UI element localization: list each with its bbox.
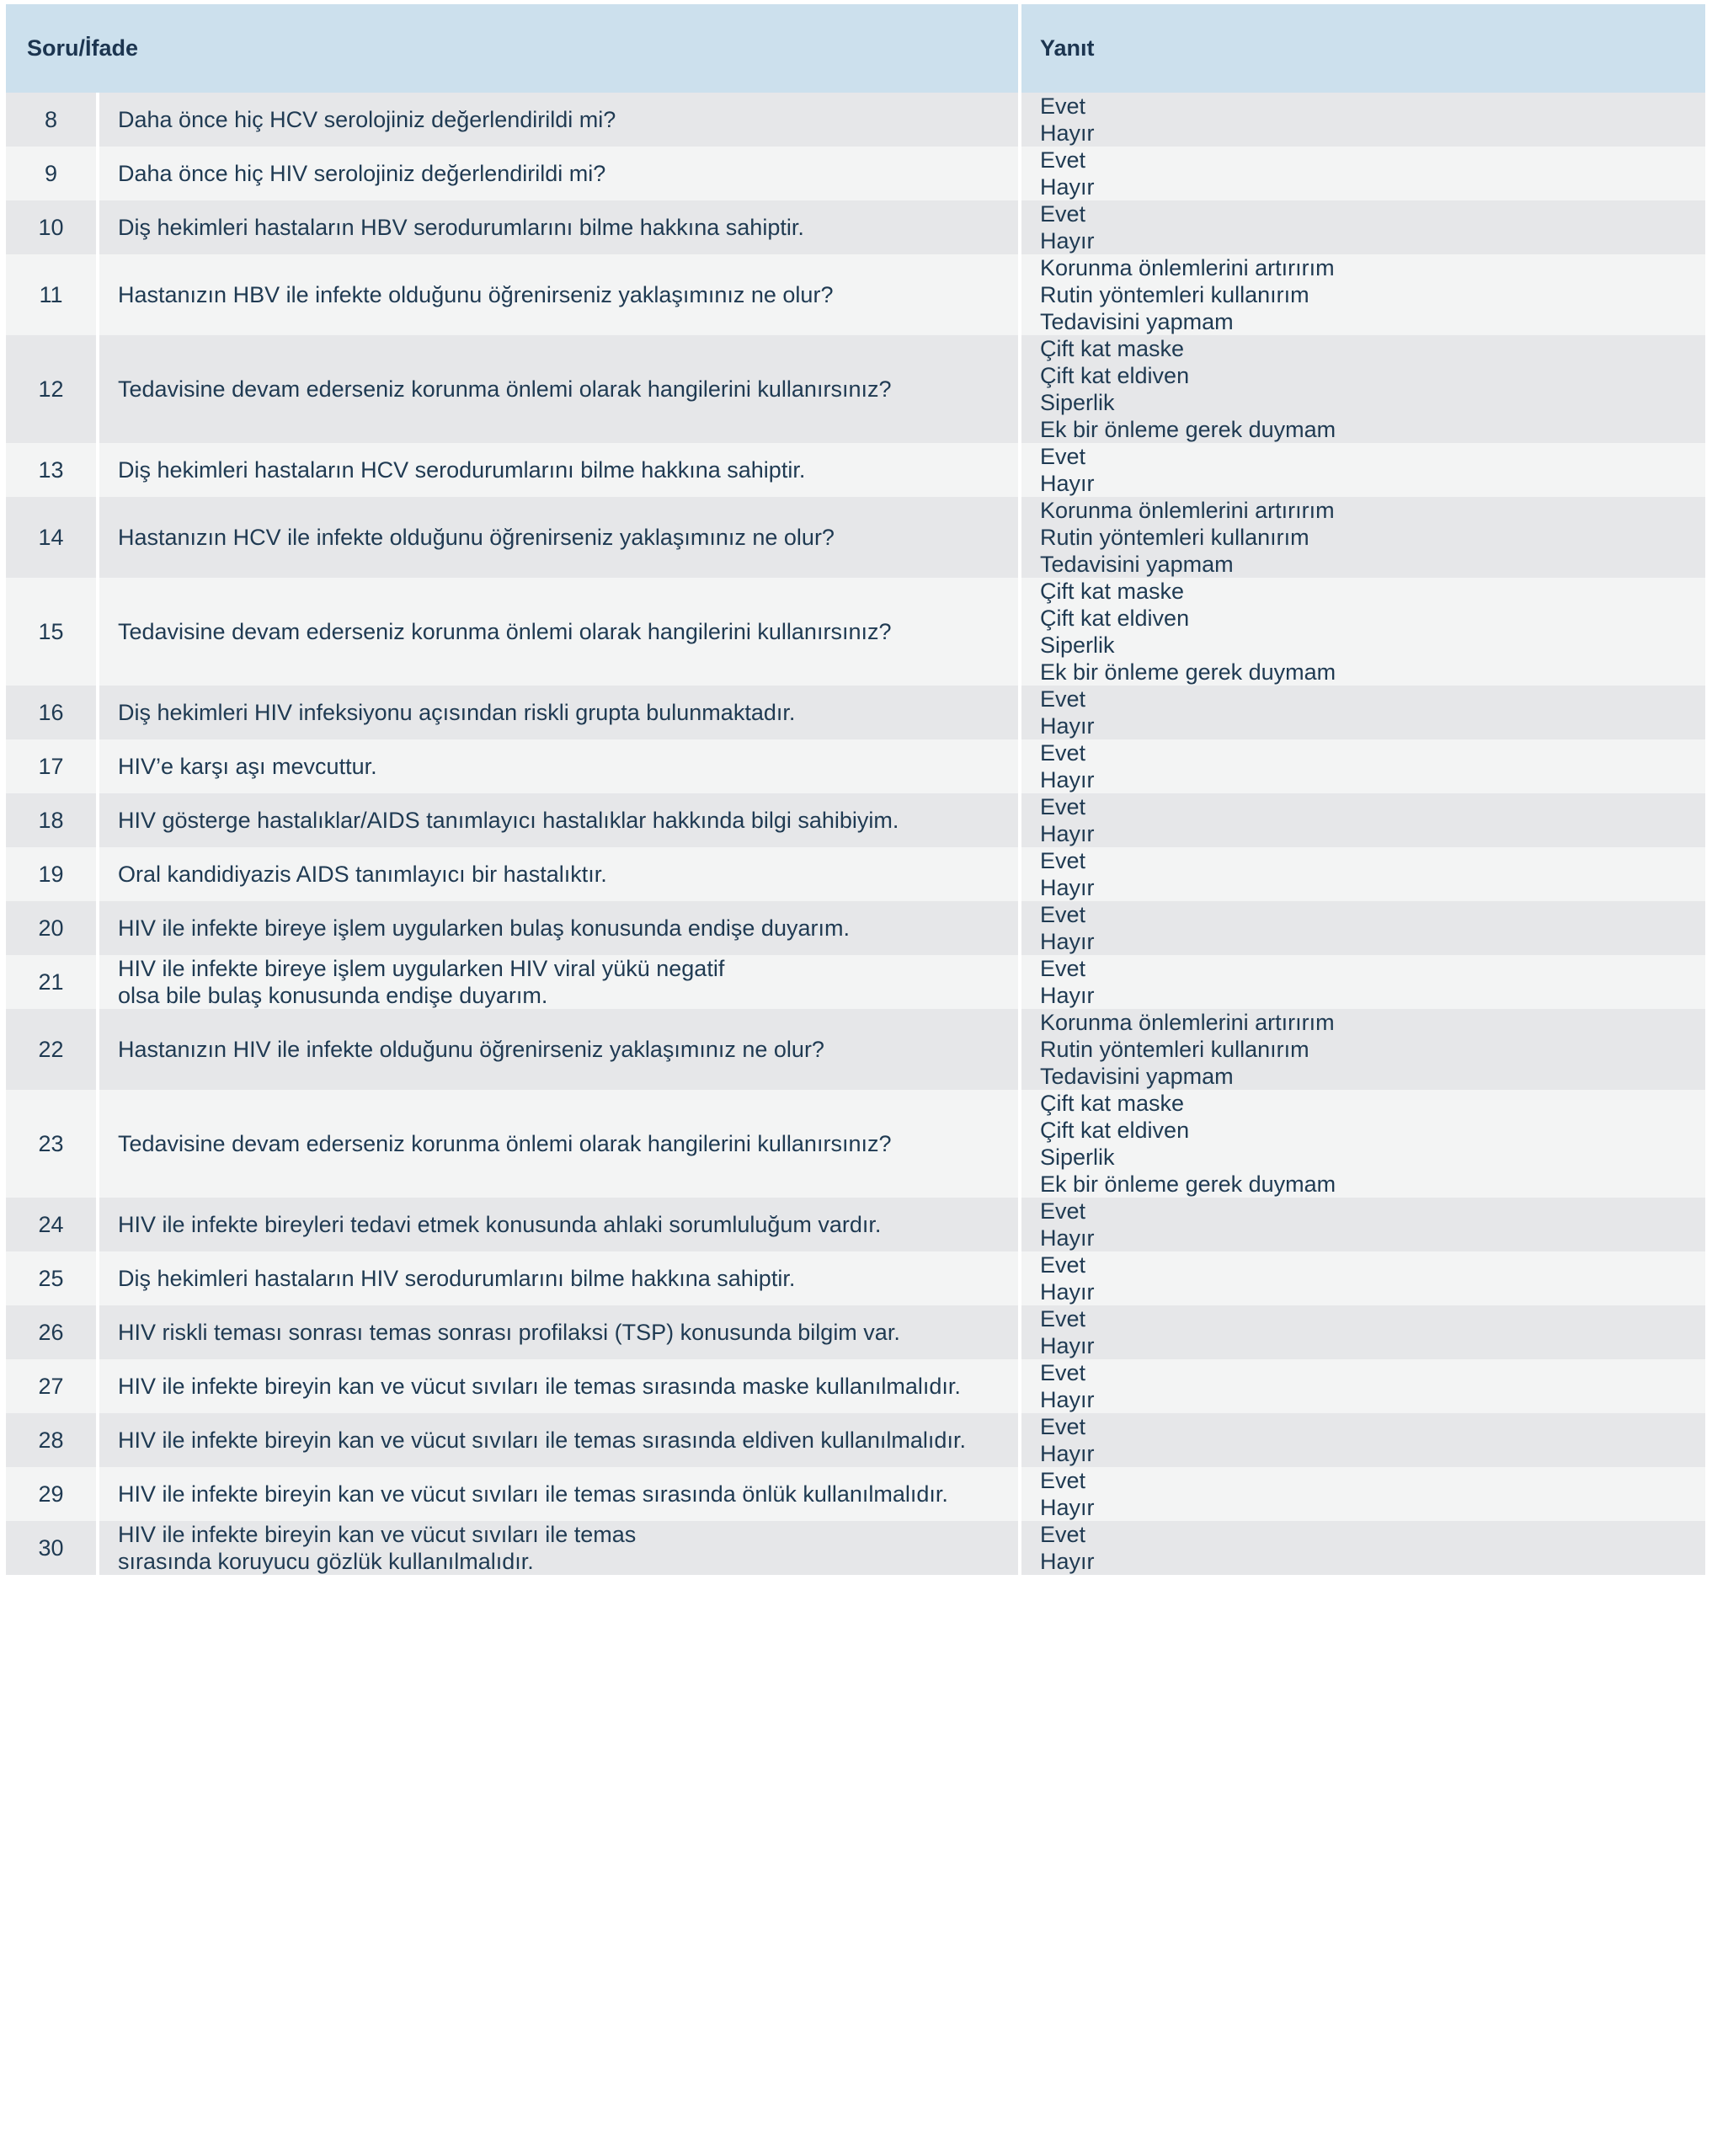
row-number: 22 [6, 1009, 98, 1090]
table-row [6, 1251, 1705, 1305]
table-row [6, 739, 1705, 793]
answer-option: Evet [1040, 956, 1086, 981]
question-text: Daha önce hiç HIV serolojiniz değerlendirildi mi? [98, 147, 1020, 200]
questionnaire-table [6, 4, 1705, 1575]
answer-options [1020, 254, 1705, 335]
answer-options [1020, 847, 1705, 901]
row-number: 16 [6, 686, 98, 739]
answer-option: Ek bir önleme gerek duymam [1040, 1171, 1336, 1197]
answer-option: Hayır [1040, 174, 1095, 200]
row-number: 11 [6, 254, 98, 335]
question-text: Hastanızın HIV ile infekte olduğunu öğrenirseniz yaklaşımınız ne olur? [98, 1009, 1020, 1090]
answer-option: Hayır [1040, 821, 1095, 846]
table-row [6, 1359, 1705, 1413]
answer-option: Hayır [1040, 983, 1095, 1008]
table-row [6, 1198, 1705, 1251]
answer-options [1020, 1521, 1705, 1575]
row-number: 29 [6, 1467, 98, 1521]
table-row [6, 147, 1705, 200]
table-row [6, 793, 1705, 847]
question-text: HIV ile infekte bireyleri tedavi etmek konusunda ahlaki sorumluluğum vardır. [98, 1198, 1020, 1251]
question-text: HIV riskli teması sonrası temas sonrası profilaksi (TSP) konusunda bilgim var. [98, 1305, 1020, 1359]
table-row [6, 254, 1705, 335]
answer-options [1020, 200, 1705, 254]
answer-options [1020, 578, 1705, 686]
row-number: 20 [6, 901, 98, 955]
table-body [6, 93, 1705, 1575]
answer-option: Hayır [1040, 1441, 1095, 1466]
question-text: HIV ile infekte bireyin kan ve vücut sıvıları ile temas sırasında koruyucu gözlük kullanılmalıdır. [98, 1521, 1020, 1575]
answer-options [1020, 1413, 1705, 1467]
row-number: 13 [6, 443, 98, 497]
answer-option: Rutin yöntemleri kullanırım [1040, 1037, 1309, 1062]
answer-options [1020, 1251, 1705, 1305]
row-number: 28 [6, 1413, 98, 1467]
row-number: 25 [6, 1251, 98, 1305]
answer-option: Evet [1040, 93, 1086, 119]
answer-option: Hayır [1040, 471, 1095, 496]
question-text: Diş hekimleri hastaların HIV serodurumlarını bilme hakkına sahiptir. [98, 1251, 1020, 1305]
question-text: Diş hekimleri HIV infeksiyonu açısından riskli grupta bulunmaktadır. [98, 686, 1020, 739]
table-row [6, 578, 1705, 686]
answer-option: Evet [1040, 740, 1086, 766]
answer-option: Siperlik [1040, 390, 1115, 415]
row-number: 24 [6, 1198, 98, 1251]
answer-option: Çift kat eldiven [1040, 1118, 1190, 1143]
answer-options [1020, 1090, 1705, 1198]
table-header-row [6, 4, 1705, 93]
row-number: 12 [6, 335, 98, 443]
header-question: Soru/İfade [6, 4, 1020, 93]
question-text: Tedavisine devam ederseniz korunma önlemi olarak hangilerini kullanırsınız? [98, 335, 1020, 443]
table-row [6, 1467, 1705, 1521]
question-text: HIV’e karşı aşı mevcuttur. [98, 739, 1020, 793]
row-number: 9 [6, 147, 98, 200]
answer-option: Evet [1040, 1198, 1086, 1224]
answer-options [1020, 793, 1705, 847]
answer-option: Evet [1040, 444, 1086, 469]
answer-option: Evet [1040, 1252, 1086, 1278]
question-text: Tedavisine devam ederseniz korunma önlemi olarak hangilerini kullanırsınız? [98, 578, 1020, 686]
table-row [6, 955, 1705, 1009]
questionnaire-table-container [6, 4, 1705, 1575]
question-text: Diş hekimleri hastaların HCV serodurumlarını bilme hakkına sahiptir. [98, 443, 1020, 497]
answer-option: Hayır [1040, 713, 1095, 739]
question-text: Diş hekimleri hastaların HBV serodurumlarını bilme hakkına sahiptir. [98, 200, 1020, 254]
answer-option: Çift kat eldiven [1040, 606, 1190, 631]
answer-option: Hayır [1040, 929, 1095, 954]
question-text: Oral kandidiyazis AIDS tanımlayıcı bir hastalıktır. [98, 847, 1020, 901]
row-number: 30 [6, 1521, 98, 1575]
answer-option: Hayır [1040, 1495, 1095, 1520]
row-number: 15 [6, 578, 98, 686]
question-text: Hastanızın HBV ile infekte olduğunu öğrenirseniz yaklaşımınız ne olur? [98, 254, 1020, 335]
answer-option: Evet [1040, 201, 1086, 227]
table-row [6, 497, 1705, 578]
answer-option: Hayır [1040, 875, 1095, 900]
answer-option: Evet [1040, 848, 1086, 873]
answer-option: Ek bir önleme gerek duymam [1040, 417, 1336, 442]
answer-option: Tedavisini yapmam [1040, 309, 1234, 334]
answer-option: Tedavisini yapmam [1040, 552, 1234, 577]
table-row [6, 1090, 1705, 1198]
answer-option: Tedavisini yapmam [1040, 1064, 1234, 1089]
answer-options [1020, 739, 1705, 793]
row-number: 17 [6, 739, 98, 793]
answer-option: Rutin yöntemleri kullanırım [1040, 525, 1309, 550]
question-text: HIV gösterge hastalıklar/AIDS tanımlayıcı hastalıklar hakkında bilgi sahibiyim. [98, 793, 1020, 847]
answer-options [1020, 955, 1705, 1009]
table-row [6, 1305, 1705, 1359]
answer-option: Hayır [1040, 1549, 1095, 1574]
answer-options [1020, 1305, 1705, 1359]
answer-options [1020, 1467, 1705, 1521]
answer-options [1020, 497, 1705, 578]
header-answer: Yanıt [1020, 4, 1705, 93]
question-text: Tedavisine devam ederseniz korunma önlemi olarak hangilerini kullanırsınız? [98, 1090, 1020, 1198]
table-row [6, 443, 1705, 497]
question-text: HIV ile infekte bireye işlem uygularken HIV viral yükü negatif olsa bile bulaş konusunda endişe duyarım. [98, 955, 1020, 1009]
answer-option: Korunma önlemlerini artırırım [1040, 1010, 1335, 1035]
row-number: 21 [6, 955, 98, 1009]
row-number: 26 [6, 1305, 98, 1359]
answer-option: Hayır [1040, 1225, 1095, 1251]
table-row [6, 1521, 1705, 1575]
answer-options [1020, 901, 1705, 955]
answer-option: Hayır [1040, 1279, 1095, 1305]
answer-option: Hayır [1040, 767, 1095, 792]
table-row [6, 200, 1705, 254]
answer-option: Siperlik [1040, 1145, 1115, 1170]
answer-option: Evet [1040, 794, 1086, 819]
answer-options [1020, 686, 1705, 739]
row-number: 23 [6, 1090, 98, 1198]
table-row [6, 1009, 1705, 1090]
answer-option: Evet [1040, 1360, 1086, 1385]
answer-option: Hayır [1040, 1333, 1095, 1358]
answer-option: Siperlik [1040, 632, 1115, 658]
answer-option: Evet [1040, 1414, 1086, 1439]
answer-option: Hayır [1040, 120, 1095, 146]
answer-option: Korunma önlemlerini artırırım [1040, 255, 1335, 280]
table-row [6, 1413, 1705, 1467]
question-text: HIV ile infekte bireyin kan ve vücut sıvıları ile temas sırasında eldiven kullanılmalıdır. [98, 1413, 1020, 1467]
question-text: HIV ile infekte bireyin kan ve vücut sıvıları ile temas sırasında maske kullanılmalıdır. [98, 1359, 1020, 1413]
answer-options [1020, 443, 1705, 497]
row-number: 19 [6, 847, 98, 901]
row-number: 27 [6, 1359, 98, 1413]
answer-option: Evet [1040, 902, 1086, 927]
row-number: 14 [6, 497, 98, 578]
answer-options [1020, 93, 1705, 147]
answer-option: Evet [1040, 1522, 1086, 1547]
question-text: Daha önce hiç HCV serolojiniz değerlendirildi mi? [98, 93, 1020, 147]
question-text: HIV ile infekte bireyin kan ve vücut sıvıları ile temas sırasında önlük kullanılmalıdır. [98, 1467, 1020, 1521]
answer-option: Rutin yöntemleri kullanırım [1040, 282, 1309, 307]
answer-option: Çift kat maske [1040, 336, 1185, 361]
table-row [6, 686, 1705, 739]
table-row [6, 847, 1705, 901]
answer-option: Korunma önlemlerini artırırım [1040, 498, 1335, 523]
answer-options [1020, 1359, 1705, 1413]
row-number: 10 [6, 200, 98, 254]
answer-option: Evet [1040, 147, 1086, 173]
answer-option: Çift kat eldiven [1040, 363, 1190, 388]
answer-option: Çift kat maske [1040, 579, 1185, 604]
table-row [6, 335, 1705, 443]
answer-option: Ek bir önleme gerek duymam [1040, 659, 1336, 685]
answer-option: Evet [1040, 1468, 1086, 1493]
row-number: 18 [6, 793, 98, 847]
row-number: 8 [6, 93, 98, 147]
answer-options [1020, 147, 1705, 200]
answer-options [1020, 1009, 1705, 1090]
answer-option: Çift kat maske [1040, 1091, 1185, 1116]
answer-option: Evet [1040, 686, 1086, 712]
table-row [6, 901, 1705, 955]
answer-option: Hayır [1040, 228, 1095, 253]
answer-option: Hayır [1040, 1387, 1095, 1412]
question-text: Hastanızın HCV ile infekte olduğunu öğrenirseniz yaklaşımınız ne olur? [98, 497, 1020, 578]
table-row [6, 93, 1705, 147]
question-text: HIV ile infekte bireye işlem uygularken bulaş konusunda endişe duyarım. [98, 901, 1020, 955]
answer-option: Evet [1040, 1306, 1086, 1331]
answer-options [1020, 1198, 1705, 1251]
answer-options [1020, 335, 1705, 443]
